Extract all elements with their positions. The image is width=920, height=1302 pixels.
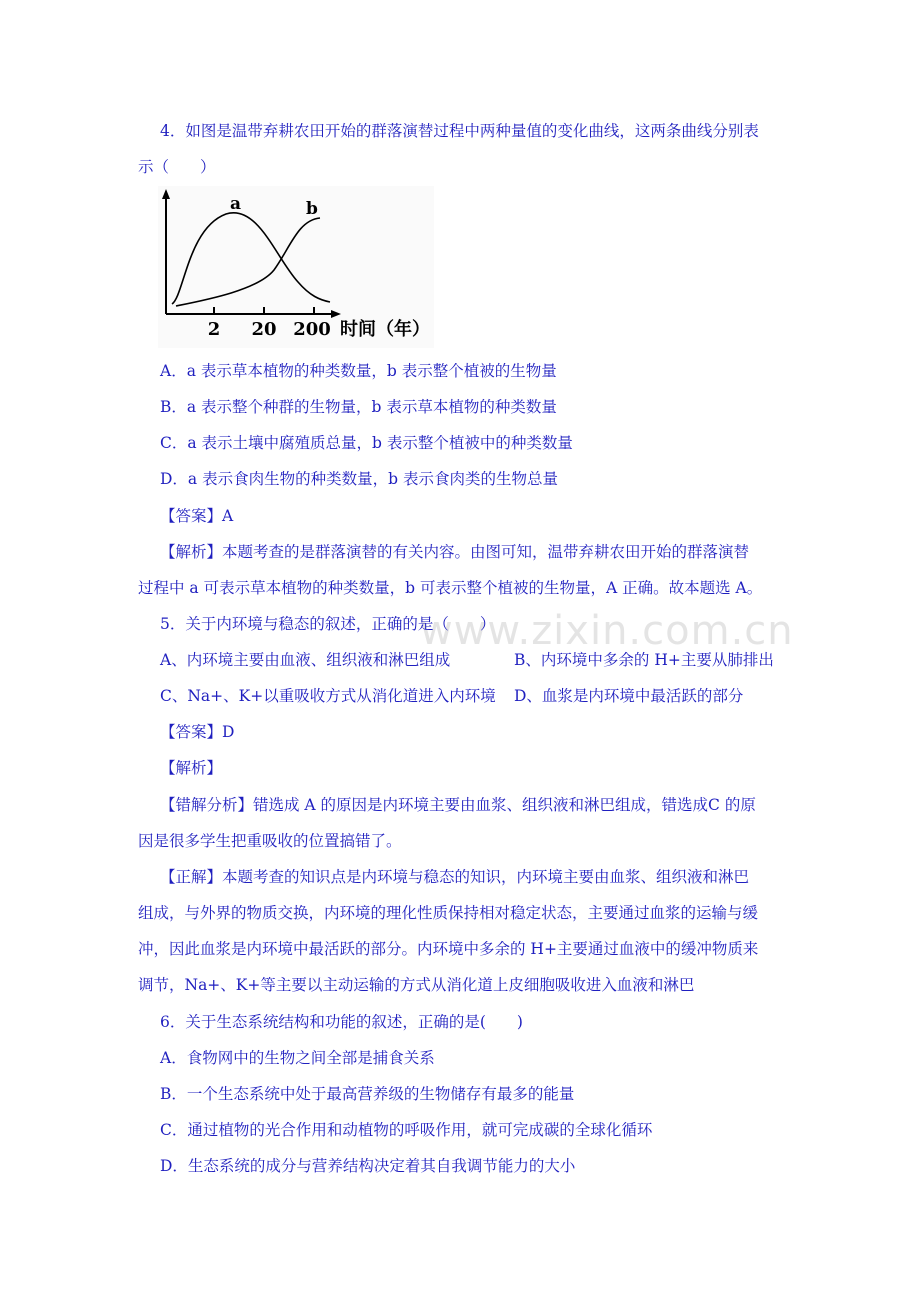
- q5-correct-line2: 组成，与外界的物质交换，内环境的理化性质保持相对稳定状态，主要通过血浆的运输与缓: [138, 904, 759, 922]
- q4-option-a: A．a 表示草本植物的种类数量，b 表示整个植被的生物量: [160, 362, 557, 380]
- q4-answer: 【答案】A: [160, 507, 234, 525]
- q4-stem-line2: 示（ ）: [138, 158, 216, 176]
- q6-option-d: D．生态系统的成分与营养结构决定着其自我调节能力的大小: [160, 1157, 576, 1175]
- q5-option-a: A、内环境主要由血液、组织液和淋巴组成: [160, 651, 451, 669]
- q4-stem-line1: 4．如图是温带弃耕农田开始的群落演替过程中两种量值的变化曲线，这两条曲线分别表: [160, 122, 759, 140]
- q4-option-c: C．a 表示土壤中腐殖质总量，b 表示整个植被中的种类数量: [160, 434, 573, 452]
- x-tick-label-20: 20: [251, 319, 277, 340]
- x-tick-label-2: 2: [207, 319, 221, 340]
- x-axis-label: 时间（年）: [340, 319, 430, 340]
- q5-option-d: D、血浆是内环境中最活跃的部分: [514, 687, 744, 705]
- q4-analysis-line2: 过程中 a 可表示草本植物的种类数量，b 可表示整个植被的生物量，A 正确。故本题选 A。: [138, 579, 763, 597]
- q5-answer: 【答案】D: [160, 723, 235, 741]
- q6-option-a: A．食物网中的生物之间全部是捕食关系: [160, 1049, 435, 1067]
- q4-option-d: D．a 表示食肉生物的种类数量，b 表示食肉类的生物总量: [160, 470, 558, 488]
- q5-correct-line1: 【正解】本题考查的知识点是内环境与稳态的知识，内环境主要由血浆、组织液和淋巴: [160, 868, 750, 886]
- q4-analysis-line1: 【解析】本题考查的是群落演替的有关内容。由图可知，温带弃耕农田开始的群落演替: [160, 543, 750, 561]
- q6-option-c: C．通过植物的光合作用和动植物的呼吸作用，就可完成碳的全球化循环: [160, 1121, 653, 1139]
- succession-curve-graph: [158, 186, 434, 348]
- q4-option-b: B．a 表示整个种群的生物量，b 表示草本植物的种类数量: [160, 398, 557, 416]
- q5-error-analysis-line2: 因是很多学生把重吸收的位置搞错了。: [138, 832, 402, 850]
- q5-correct-line4: 调节，Na+、K+等主要以主动运输的方式从消化道上皮细胞吸收进入血液和淋巴: [138, 976, 695, 994]
- q5-option-c: C、Na+、K+以重吸收方式从消化道进入内环境: [160, 687, 496, 705]
- q5-correct-line3: 冲，因此血浆是内环境中最活跃的部分。内环境中多余的 H+主要通过血液中的缓冲物质来: [138, 940, 759, 958]
- q5-stem: 5．关于内环境与稳态的叙述，正确的是（ ）: [160, 615, 496, 633]
- q5-analysis-label: 【解析】: [160, 759, 223, 777]
- q6-stem: 6．关于生态系统结构和功能的叙述，正确的是( ): [160, 1013, 523, 1031]
- x-tick-label-200: 200: [293, 319, 331, 340]
- curve-b-label: b: [306, 199, 318, 219]
- curve-a-label: a: [230, 194, 242, 214]
- q5-error-analysis-line1: 【错解分析】错选成 A 的原因是内环境主要由血浆、组织液和淋巴组成，错选成C 的原: [160, 796, 756, 814]
- q6-option-b: B．一个生态系统中处于最高营养级的生物储存有最多的能量: [160, 1085, 575, 1103]
- q5-option-b: B、内环境中多余的 H+主要从肺排出: [514, 651, 774, 669]
- watermark: www.zixin.com.cn: [420, 608, 794, 654]
